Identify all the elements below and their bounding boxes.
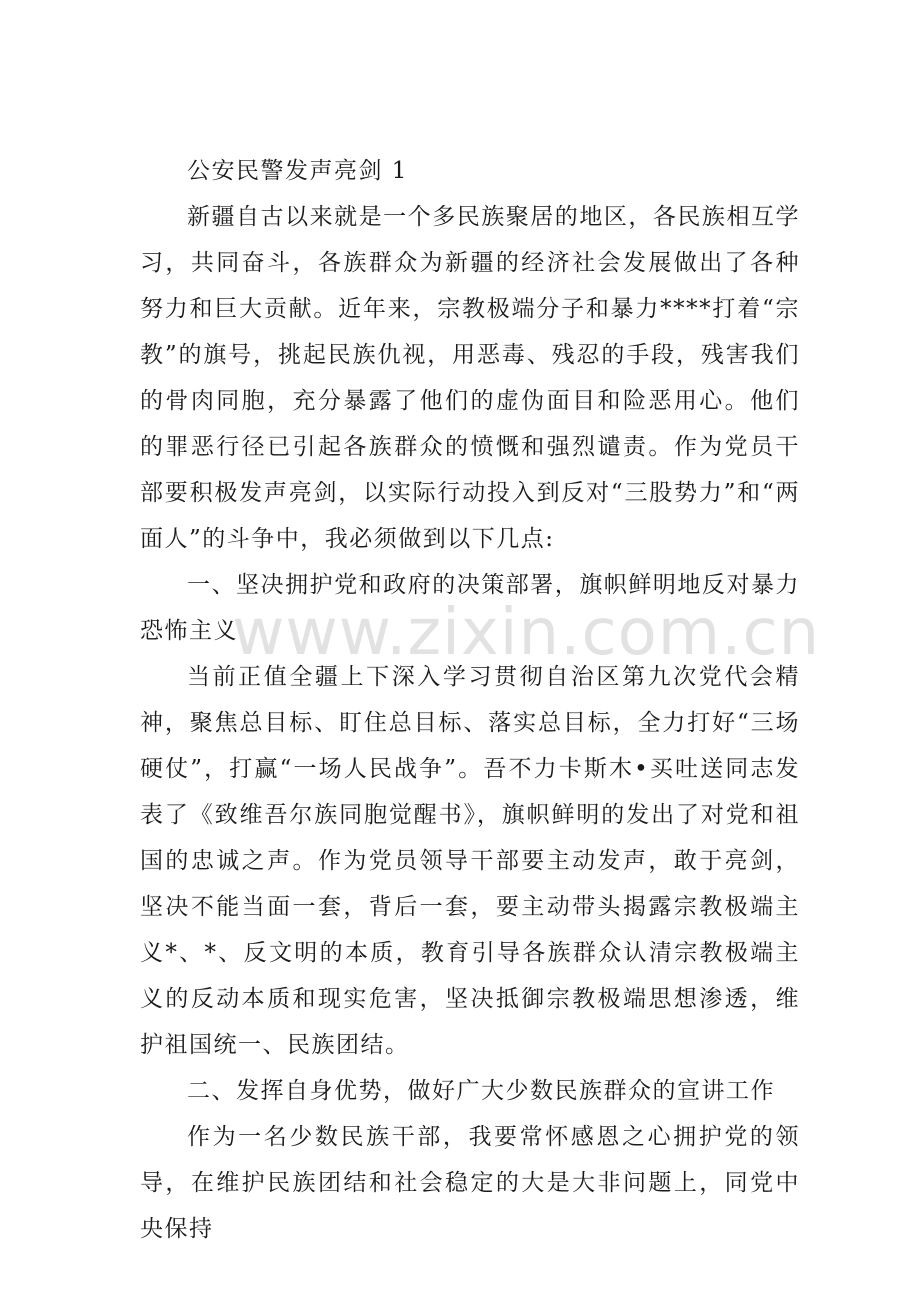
section-heading-2: 二、发挥自身优势，做好广大少数民族群众的宣讲工作: [187, 1078, 775, 1104]
paragraph-section-2: 作为一名少数民族干部，我要常怀感恩之心拥护党的领导，在维护民族团结和社会稳定的大是大非问题上，同党中央保持: [140, 1124, 800, 1242]
section-heading-1: 一、坚决拥护党和政府的决策部署，旗帜鲜明地反对暴力恐怖主义: [140, 572, 800, 644]
document-title: 公安民警发声亮剑 1: [187, 158, 408, 184]
document-body: [140, 148, 800, 1252]
watermark: www.zixin.com.cn: [232, 596, 821, 670]
paragraph-section-1: 当前正值全疆上下深入学习贯彻自治区第九次党代会精神，聚焦总目标、盯住总目标、落实总目标，全力打好“三场硬仗”，打赢“一场人民战争”。吾不力卡斯木•买吐送同志发表了《致维吾尔族同胞觉醒书》，旗帜鲜明的发出了对党和祖国的忠诚之声。作为党员领导干部要主动发声，敢于亮剑，坚决不能当面一套，背后一套，要主动带头揭露宗教极端主义*、*、反文明的本质，教育引导各族群众认清宗教极端主义的反动本质和现实危害，坚决抵御宗教极端思想渗透，维护祖国统一、民族团结。: [140, 664, 800, 1058]
paragraph-intro: 新疆自古以来就是一个多民族聚居的地区，各民族相互学习，共同奋斗，各族群众为新疆的经济社会发展做出了各种努力和巨大贡献。近年来，宗教极端分子和暴力****打着“宗教”的旗号，挑起民族仇视，用恶毒、残忍的手段，残害我们的骨肉同胞，充分暴露了他们的虚伪面目和险恶用心。他们的罪恶行径已引起各族群众的愤慨和强烈谴责。作为党员干部要积极发声亮剑，以实际行动投入到反对“三股势力”和“两面人”的斗争中，我必须做到以下几点:: [140, 204, 800, 552]
